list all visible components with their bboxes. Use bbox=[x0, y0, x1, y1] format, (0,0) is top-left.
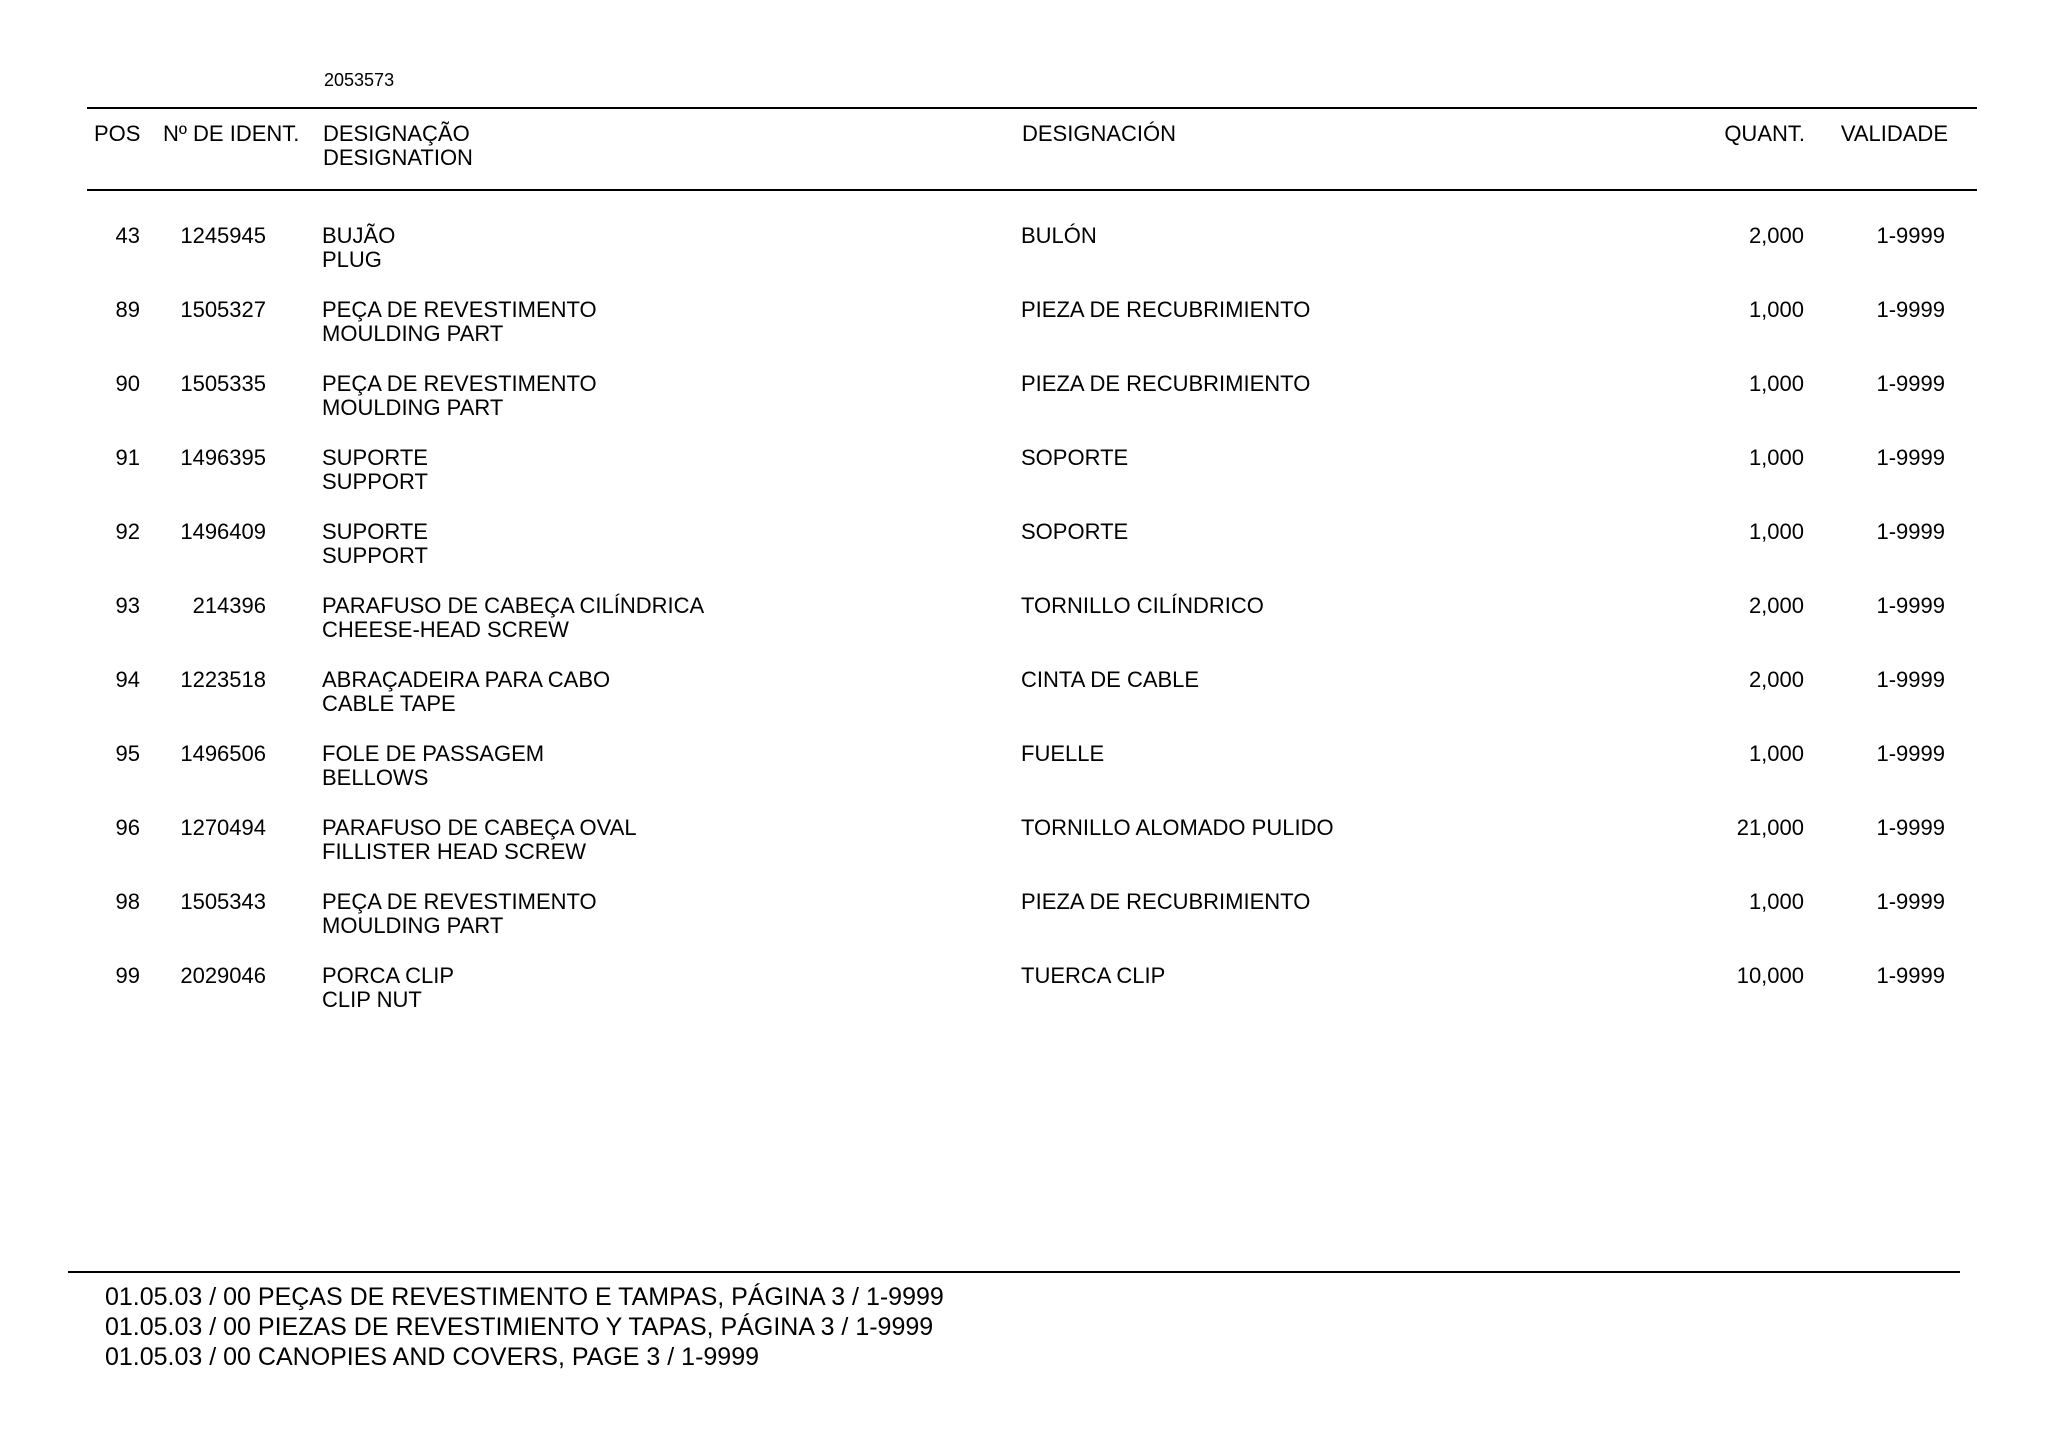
table-row bbox=[0, 742, 2048, 816]
row-validity: 1-9999 bbox=[1876, 593, 1945, 618]
header-divider bbox=[87, 189, 1977, 191]
row-ident: 2029046 bbox=[180, 963, 266, 988]
table-row bbox=[0, 298, 2048, 372]
row-quantity: 1,000 bbox=[1748, 445, 1804, 470]
row-validity: 1-9999 bbox=[1876, 667, 1945, 692]
table-row bbox=[0, 890, 2048, 964]
row-quantity: 2,000 bbox=[1748, 593, 1804, 618]
row-pos: 96 bbox=[115, 815, 140, 840]
row-designation-pt: ABRAÇADEIRA PARA CABO bbox=[322, 667, 611, 692]
row-designation bbox=[322, 742, 544, 790]
row-ident: 1505327 bbox=[180, 297, 266, 322]
row-designation-en: BELLOWS bbox=[322, 765, 429, 790]
row-designation bbox=[322, 964, 454, 1012]
table-row bbox=[0, 964, 2048, 1038]
row-designation bbox=[322, 298, 597, 346]
row-designation-en: PLUG bbox=[322, 247, 382, 272]
row-designation-en: MOULDING PART bbox=[322, 321, 504, 346]
row-designation-pt: SUPORTE bbox=[322, 445, 428, 470]
row-ident: 1223518 bbox=[180, 667, 266, 692]
header-designation-es: DESIGNACIÓN bbox=[1022, 121, 1177, 146]
row-designation-en: MOULDING PART bbox=[322, 395, 504, 420]
row-designation-es: BULÓN bbox=[1021, 223, 1097, 248]
row-ident: 1505343 bbox=[180, 889, 266, 914]
row-ident: 1496506 bbox=[180, 741, 266, 766]
table-row bbox=[0, 446, 2048, 520]
row-ident: 1496395 bbox=[180, 445, 266, 470]
row-designation-pt: PEÇA DE REVESTIMENTO bbox=[322, 297, 597, 322]
row-validity: 1-9999 bbox=[1876, 519, 1945, 544]
row-quantity: 2,000 bbox=[1748, 223, 1804, 248]
row-designation-pt: SUPORTE bbox=[322, 519, 428, 544]
row-quantity: 21,000 bbox=[1736, 815, 1804, 840]
row-designation-en: MOULDING PART bbox=[322, 913, 504, 938]
row-designation-es: SOPORTE bbox=[1021, 519, 1129, 544]
row-designation-pt: FOLE DE PASSAGEM bbox=[322, 741, 545, 766]
row-quantity: 2,000 bbox=[1748, 667, 1804, 692]
row-pos: 94 bbox=[115, 667, 140, 692]
row-pos: 93 bbox=[115, 593, 140, 618]
page-footer bbox=[105, 1282, 944, 1372]
top-divider bbox=[87, 107, 1977, 109]
header-ident: Nº DE IDENT. bbox=[163, 121, 300, 146]
row-designation-es: TUERCA CLIP bbox=[1021, 963, 1166, 988]
row-designation-es: PIEZA DE RECUBRIMIENTO bbox=[1021, 889, 1311, 914]
table-row bbox=[0, 594, 2048, 668]
footer-divider bbox=[68, 1271, 1960, 1273]
header-quant: QUANT. bbox=[1724, 121, 1805, 146]
header-pos: POS bbox=[94, 121, 141, 146]
row-ident: 1505335 bbox=[180, 371, 266, 396]
row-pos: 99 bbox=[115, 963, 140, 988]
row-designation-pt: BUJÃO bbox=[322, 223, 396, 248]
row-validity: 1-9999 bbox=[1876, 223, 1945, 248]
table-row bbox=[0, 224, 2048, 298]
row-quantity: 1,000 bbox=[1748, 889, 1804, 914]
header-designation-en: DESIGNATION bbox=[323, 145, 473, 170]
row-designation bbox=[322, 372, 597, 420]
header-designation-pt: DESIGNAÇÃO bbox=[323, 121, 470, 146]
row-designation-es: TORNILLO CILÍNDRICO bbox=[1021, 593, 1264, 618]
table-row bbox=[0, 520, 2048, 594]
row-pos: 91 bbox=[115, 445, 140, 470]
row-pos: 95 bbox=[115, 741, 140, 766]
row-designation-pt: PARAFUSO DE CABEÇA OVAL bbox=[322, 815, 637, 840]
row-designation-es: FUELLE bbox=[1021, 741, 1105, 766]
row-designation-en: SUPPORT bbox=[322, 469, 428, 494]
header-validity: VALIDADE bbox=[1840, 121, 1948, 146]
table-row bbox=[0, 816, 2048, 890]
row-ident: 1245945 bbox=[180, 223, 266, 248]
row-designation-pt: PEÇA DE REVESTIMENTO bbox=[322, 889, 597, 914]
row-designation-en: FILLISTER HEAD SCREW bbox=[322, 839, 587, 864]
row-quantity: 1,000 bbox=[1748, 371, 1804, 396]
row-designation-es: PIEZA DE RECUBRIMIENTO bbox=[1021, 371, 1311, 396]
table-row bbox=[0, 372, 2048, 446]
row-designation-es: TORNILLO ALOMADO PULIDO bbox=[1021, 815, 1334, 840]
row-validity: 1-9999 bbox=[1876, 297, 1945, 322]
row-designation-es: PIEZA DE RECUBRIMIENTO bbox=[1021, 297, 1311, 322]
row-designation-en: CABLE TAPE bbox=[322, 691, 456, 716]
row-validity: 1-9999 bbox=[1876, 963, 1945, 988]
row-designation-en: CLIP NUT bbox=[322, 987, 422, 1012]
row-designation-en: SUPPORT bbox=[322, 543, 428, 568]
row-designation-es: CINTA DE CABLE bbox=[1021, 667, 1200, 692]
row-designation-pt: PARAFUSO DE CABEÇA CILÍNDRICA bbox=[322, 593, 705, 618]
row-designation bbox=[322, 594, 704, 642]
row-designation bbox=[322, 224, 395, 272]
row-ident: 1496409 bbox=[180, 519, 266, 544]
row-validity: 1-9999 bbox=[1876, 889, 1945, 914]
row-quantity: 1,000 bbox=[1748, 519, 1804, 544]
row-validity: 1-9999 bbox=[1876, 445, 1945, 470]
row-validity: 1-9999 bbox=[1876, 815, 1945, 840]
footer-line-es: 01.05.03 / 00 PIEZAS DE REVESTIMIENTO Y TAPAS, PÁGINA 3 / 1-9999 bbox=[105, 1313, 934, 1341]
row-designation bbox=[322, 816, 637, 864]
row-designation-pt: PORCA CLIP bbox=[322, 963, 455, 988]
row-pos: 98 bbox=[115, 889, 140, 914]
row-pos: 92 bbox=[115, 519, 140, 544]
row-designation bbox=[322, 668, 610, 716]
parts-table bbox=[0, 224, 2048, 1038]
row-validity: 1-9999 bbox=[1876, 741, 1945, 766]
row-quantity: 1,000 bbox=[1748, 297, 1804, 322]
row-designation bbox=[322, 446, 428, 494]
row-designation bbox=[322, 520, 428, 568]
row-designation-pt: PEÇA DE REVESTIMENTO bbox=[322, 371, 597, 396]
footer-line-en: 01.05.03 / 00 CANOPIES AND COVERS, PAGE 3 / 1-9999 bbox=[105, 1343, 760, 1371]
row-pos: 90 bbox=[115, 371, 140, 396]
row-pos: 43 bbox=[115, 223, 140, 248]
table-row bbox=[0, 668, 2048, 742]
footer-line-pt: 01.05.03 / 00 PEÇAS DE REVESTIMENTO E TAMPAS, PÁGINA 3 / 1-9999 bbox=[105, 1283, 944, 1311]
row-quantity: 10,000 bbox=[1736, 963, 1804, 988]
document-id: 2053573 bbox=[324, 70, 395, 90]
row-pos: 89 bbox=[115, 297, 140, 322]
row-designation bbox=[322, 890, 597, 938]
row-designation-es: SOPORTE bbox=[1021, 445, 1129, 470]
row-quantity: 1,000 bbox=[1748, 741, 1804, 766]
row-ident: 1270494 bbox=[180, 815, 266, 840]
header-designation bbox=[323, 122, 473, 170]
row-validity: 1-9999 bbox=[1876, 371, 1945, 396]
row-designation-en: CHEESE-HEAD SCREW bbox=[322, 617, 569, 642]
row-ident: 214396 bbox=[192, 593, 266, 618]
